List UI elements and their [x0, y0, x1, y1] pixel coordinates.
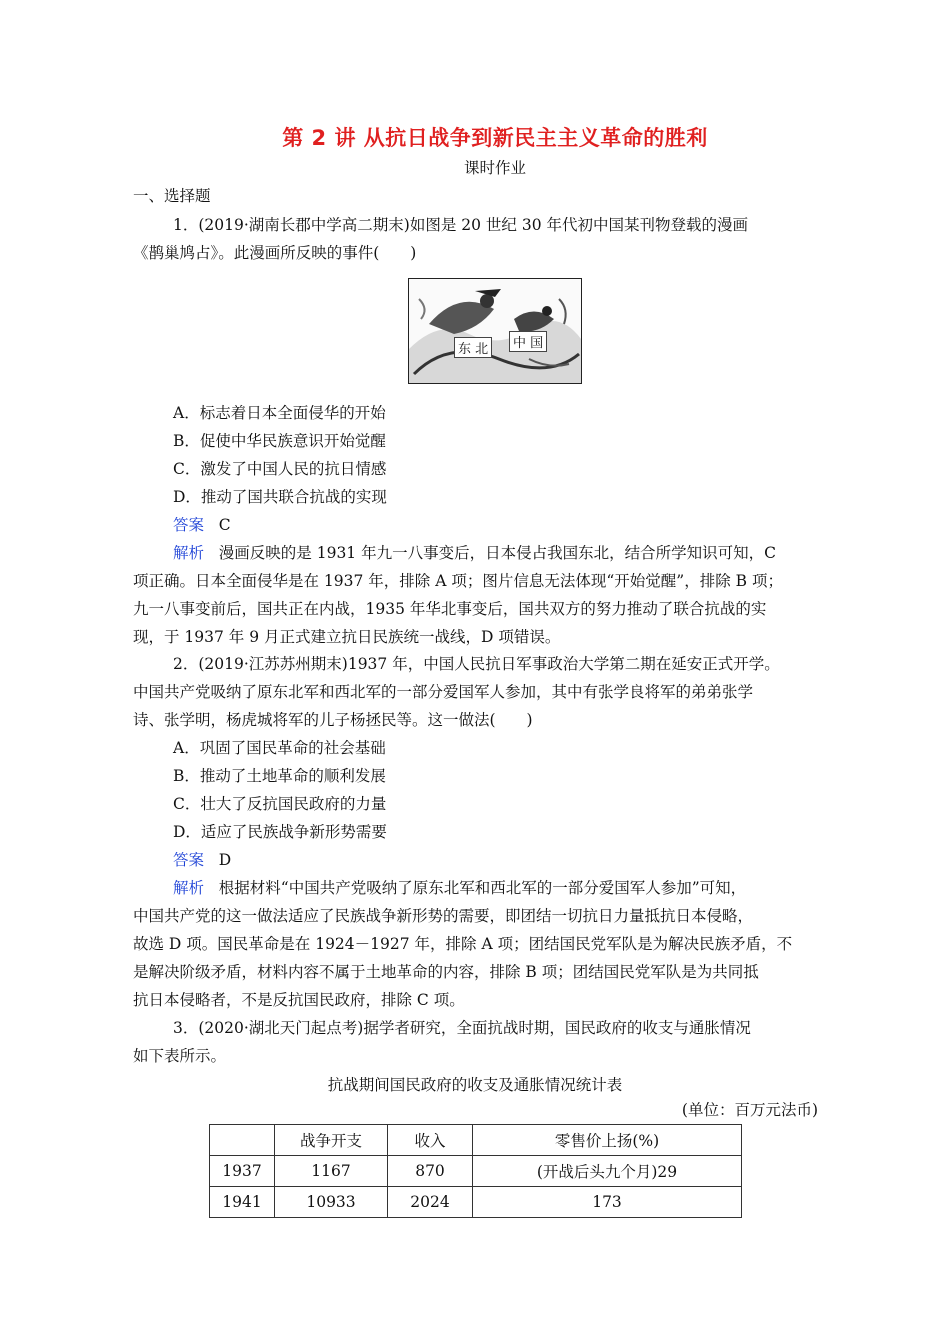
- table-cell: 173: [473, 1187, 742, 1218]
- table-cell: 870: [388, 1156, 473, 1187]
- table-header-row: [210, 1125, 742, 1156]
- answer-value: C: [218, 516, 231, 534]
- table-cell: 10933: [275, 1187, 388, 1218]
- q2-option-a: A．巩固了国民革命的社会基础: [173, 739, 386, 757]
- cartoon-drawing: [409, 279, 581, 383]
- q1-option-d: D．推动了国共联合抗战的实现: [173, 488, 387, 506]
- q2-analysis-line: 是解决阶级矛盾，材料内容不属于土地革命的内容，排除 B 项；团结国民党军队是为共同抵: [133, 963, 759, 981]
- table-header-cell: [210, 1125, 275, 1156]
- answer-label: 答案: [173, 516, 205, 534]
- table-row: [210, 1187, 742, 1218]
- q3-stem-line: 3．(2020·湖北天门起点考)据学者研究，全面抗战时期，国民政府的收支与通胀情况: [173, 1019, 751, 1037]
- q2-analysis-line: 中国共产党的这一做法适应了民族战争新形势的需要，即团结一切抗日力量抵抗日本侵略，: [133, 907, 754, 925]
- q2-option-b: B．推动了土地革命的顺利发展: [173, 767, 386, 785]
- table-header-cell: 零售价上扬(%): [473, 1125, 742, 1156]
- answer-value: D: [218, 851, 232, 869]
- analysis-label: 解析: [173, 544, 205, 562]
- q2-option-d: D．适应了民族战争新形势需要: [173, 823, 387, 841]
- cartoon-label-china: 中 国: [509, 331, 547, 352]
- table-cell: 1937: [210, 1156, 275, 1187]
- q2-analysis-line: 故选 D 项。国民革命是在 1924－1927 年，排除 A 项；团结国民党军队是为解决民族矛盾，不: [133, 935, 793, 953]
- analysis-label: 解析: [173, 879, 205, 897]
- q2-analysis-line: 解析 根据材料“中国共产党吸纳了原东北军和西北军的一部分爱国军人参加”可知，: [173, 879, 747, 897]
- table-title: 抗战期间国民政府的收支及通胀情况统计表: [327, 1076, 623, 1094]
- section-heading: 一、选择题: [133, 187, 211, 205]
- q1-analysis-line: 解析 漫画反映的是 1931 年九一八事变后，日本侵占我国东北，结合所学知识可知，C: [173, 544, 776, 562]
- answer-label: 答案: [173, 851, 205, 869]
- q1-analysis-line: 项正确。日本全面侵华是在 1937 年，排除 A 项；图片信息无法体现“开始觉醒”，排除 B 项；: [133, 572, 783, 590]
- page-title: 第 2 讲 从抗日战争到新民主主义革命的胜利: [282, 126, 708, 150]
- table-header-cell: 收入: [388, 1125, 473, 1156]
- table-cell: 1941: [210, 1187, 275, 1218]
- q2-option-c: C．壮大了反抗国民政府的力量: [173, 795, 387, 813]
- q1-stem-line: 1．(2019·湖南长郡中学高二期末)如图是 20 世纪 30 年代初中国某刊物登载的漫画: [173, 216, 748, 234]
- q2-stem-line: 中国共产党吸纳了原东北军和西北军的一部分爱国军人参加，其中有张学良将军的弟弟张学: [133, 683, 754, 701]
- q1-analysis-line: 现，于 1937 年 9 月正式建立抗日民族统一战线，D 项错误。: [133, 628, 561, 646]
- q1-analysis-line: 九一八事变前后，国共正在内战，1935 年华北事变后，国共双方的努力推动了联合抗战的实: [133, 600, 767, 618]
- cartoon-image: [408, 278, 582, 384]
- cartoon-label-northeast: 东 北: [454, 337, 492, 358]
- table-cell: 2024: [388, 1187, 473, 1218]
- q1-option-c: C．激发了中国人民的抗日情感: [173, 460, 387, 478]
- q1-option-a: A．标志着日本全面侵华的开始: [173, 404, 386, 422]
- table-unit: (单位：百万元法币): [681, 1101, 818, 1119]
- q2-stem-line: 诗、张学明，杨虎城将军的儿子杨拯民等。这一做法( ): [133, 711, 533, 729]
- page-subtitle: 课时作业: [463, 159, 526, 177]
- table-row: [210, 1156, 742, 1187]
- q2-answer: [173, 848, 231, 870]
- stats-table: [209, 1124, 742, 1218]
- q2-analysis-line: 抗日本侵略者，不是反抗国民政府，排除 C 项。: [133, 991, 465, 1009]
- table-cell: 1167: [275, 1156, 388, 1187]
- q1-stem-line: 《鹊巢鸠占》。此漫画所反映的事件( ): [133, 244, 417, 262]
- q1-answer: [173, 513, 231, 535]
- q2-stem-line: 2．(2019·江苏苏州期末)1937 年，中国人民抗日军事政治大学第二期在延安正式开学。: [173, 655, 780, 673]
- q3-stem-line: 如下表所示。: [133, 1047, 227, 1065]
- table-cell: (开战后头九个月)29: [473, 1156, 742, 1187]
- table-header-cell: 战争开支: [275, 1125, 388, 1156]
- q1-option-b: B．促使中华民族意识开始觉醒: [173, 432, 386, 450]
